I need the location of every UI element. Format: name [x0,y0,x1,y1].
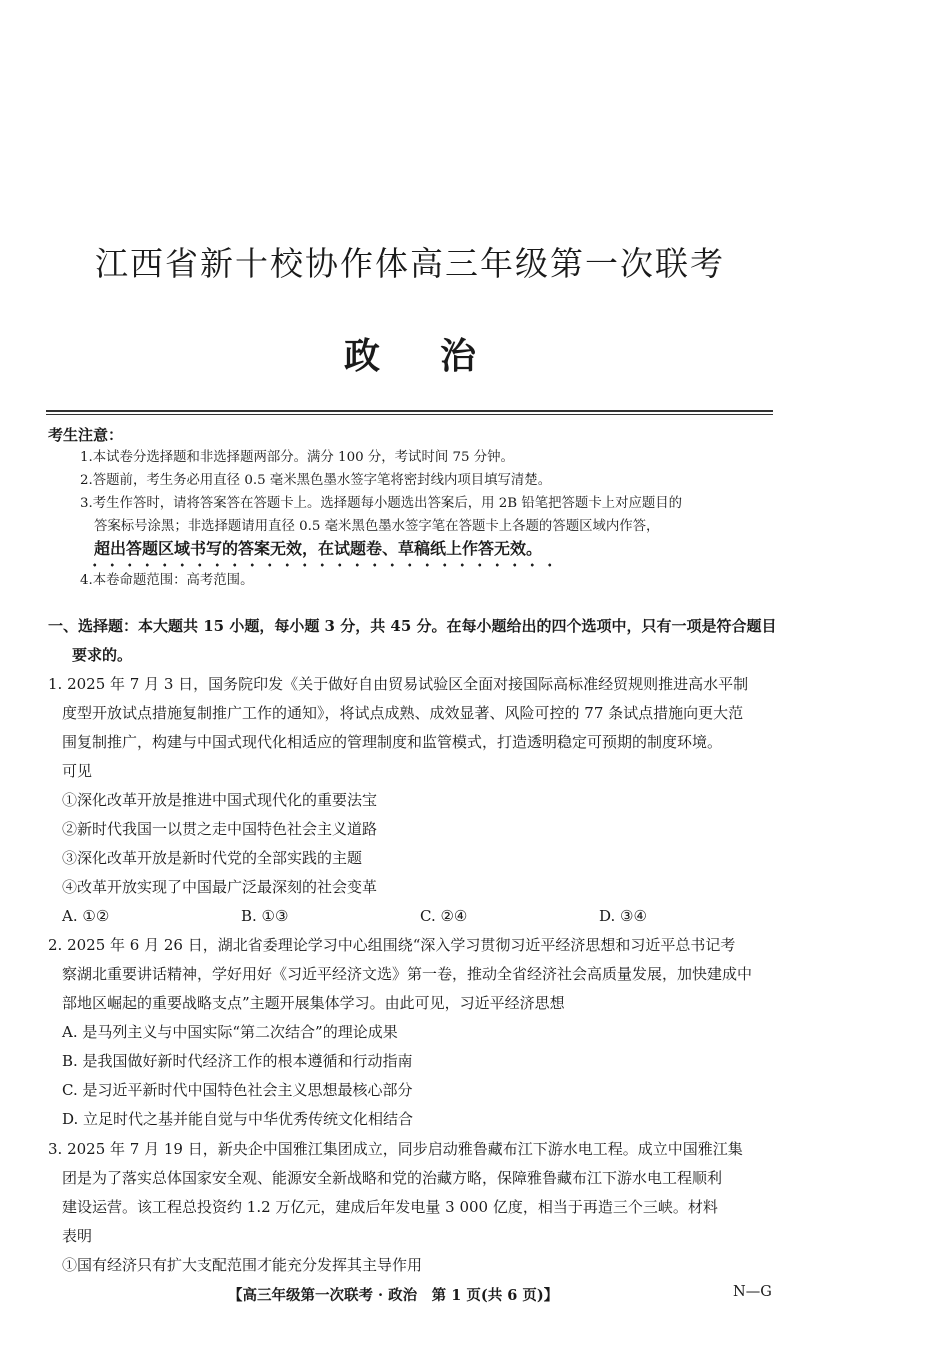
question-3-stem-line: 3. 2025 年 7 月 19 日，新央企中国雅江集团成立，同步启动雅鲁藏布江下游水电工程。成立中国雅江集 [48,1140,743,1158]
notice-heading: 考生注意： [48,426,124,444]
question-1-item: ③深化改革开放是新时代党的全部实践的主题 [62,849,363,867]
question-3-item: ①国有经济只有扩大支配范围才能充分发挥其主导作用 [62,1256,423,1274]
question-1-choices [48,902,778,931]
question-1-stem-line: 度型开放试点措施复制推广工作的通知》，将试点成熟、成效显著、风险可控的 77 条试点措施向更大范 [62,704,744,722]
question-2 [48,931,778,1134]
choice-a: A. ①② [62,907,110,925]
subject-title: 政治 [343,335,536,377]
question-1-stem-line: 可见 [62,762,93,780]
section-heading [48,612,778,670]
question-3-stem-line: 表明 [62,1227,93,1245]
exam-title: 江西省新十校协作体高三年级第一次联考 [95,244,725,283]
notice-item-1: 1.本试卷分选择题和非选择题两部分。满分 100 分，考试时间 75 分钟。 [80,450,514,465]
choice-c: C. ②④ [420,907,468,925]
question-1-stem-line: 1. 2025 年 7 月 3 日，国务院印发《关于做好自由贸易试验区全面对接国际高标准经贸规则推进高水平制 [48,675,749,693]
question-2-stem-line: 2. 2025 年 6 月 26 日，湖北省委理论学习中心组围绕“深入学习贯彻习近平经济思想和习近平总书记考 [48,936,736,954]
choice-b: B. ①③ [241,907,289,925]
emphasis-dots [86,562,556,568]
notice-item-3: 3.考生作答时，请将答案答在答题卡上。选择题每小题选出答案后，用 2B 铅笔把答题卡上对应题目的 [80,496,683,511]
question-1-stem-line: 围复制推广，构建与中国式现代化相适应的管理制度和监管模式，打造透明稳定可预期的制度环境。 [62,733,723,751]
question-2-stem-line: 部地区崛起的重要战略支点”主题开展集体学习。由此可见，习近平经济思想 [62,994,565,1012]
section-heading-line2: 要求的。 [72,646,133,664]
question-2-option-a: A. 是马列主义与中国实际“第二次结合”的理论成果 [62,1023,398,1041]
question-2-stem-line: 察湖北重要讲话精神，学好用好《习近平经济文选》第一卷，推动全省经济社会高质量发展，加快建成中 [62,965,753,983]
notice-item-4: 4.本卷命题范围：高考范围。 [80,573,254,588]
header-rule [46,410,773,412]
question-1-item: ①深化改革开放是推进中国式现代化的重要法宝 [62,791,378,809]
question-1-item: ④改革开放实现了中国最广泛最深刻的社会变革 [62,878,378,896]
notice-item-2: 2.答题前，考生务必用直径 0.5 毫米黑色墨水签字笔将密封线内项目填写清楚。 [80,473,552,488]
question-1 [48,670,778,931]
question-3-stem-line: 团是为了落实总体国家安全观、能源安全新战略和党的治藏方略，保障雅鲁藏布江下游水电工程顺利 [62,1169,723,1187]
section-heading-line1: 一、选择题：本大题共 15 小题，每小题 3 分，共 45 分。在每小题给出的四个选项中，只有一项是符合题目 [48,617,777,635]
question-3 [48,1135,778,1280]
choice-d: D. ③④ [599,907,647,925]
question-2-option-c: C. 是习近平新时代中国特色社会主义思想最核心部分 [62,1081,413,1099]
question-3-stem-line: 建设运营。该工程总投资约 1.2 万亿元，建成后年发电量 3 000 亿度，相当于再造三个三峡。材料 [62,1198,718,1216]
notice-item-3-cont: 答案标号涂黑；非选择题请用直径 0.5 毫米黑色墨水签字笔在答题卡上各题的答题区域内作答， [94,519,660,534]
question-2-option-d: D. 立足时代之基并能自觉与中华优秀传统文化相结合 [62,1110,414,1128]
header-rule-thin [46,414,773,415]
page-footer: 【高三年级第一次联考 · 政治 第 1 页(共 6 页)】 [228,1287,559,1304]
question-1-item: ②新时代我国一以贯之走中国特色社会主义道路 [62,820,378,838]
notice-emphasis: 超出答题区域书写的答案无效，在试题卷、草稿纸上作答无效。 [94,539,543,558]
question-2-option-b: B. 是我国做好新时代经济工作的根本遵循和行动指南 [62,1052,413,1070]
paper-code: N—G [733,1284,772,1300]
